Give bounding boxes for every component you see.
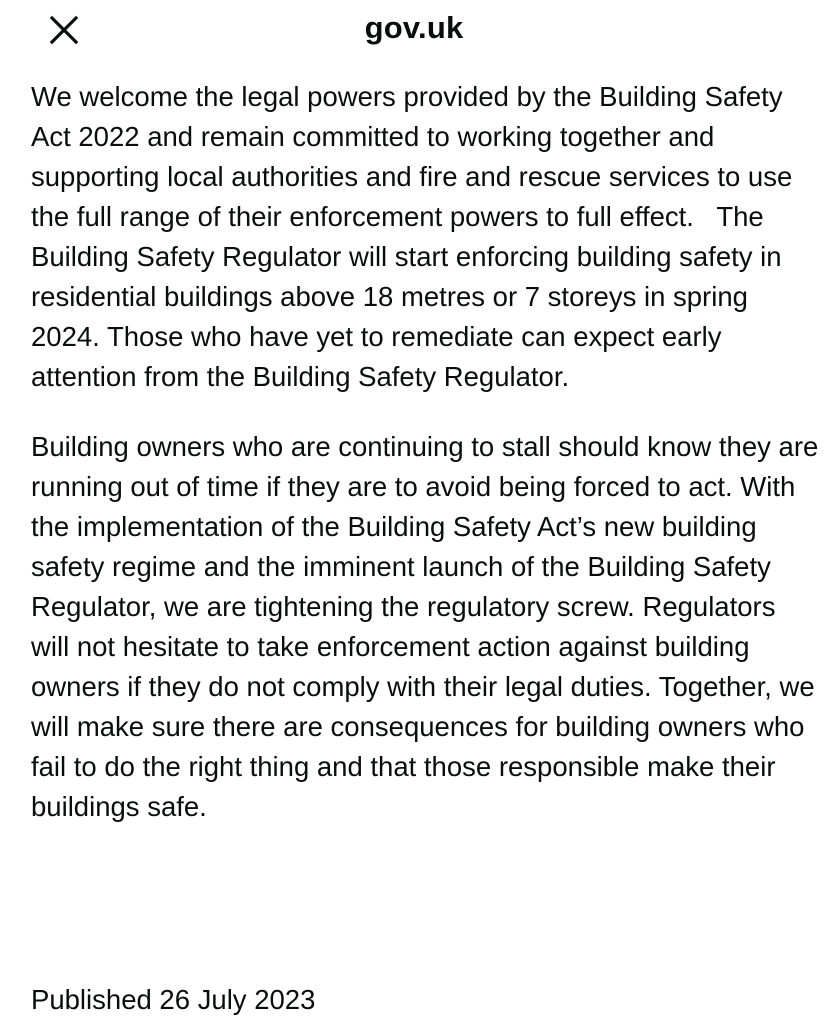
published-date: Published 26 July 2023 [31,984,316,1015]
article-paragraph: We welcome the legal powers provided by the Building Safety Act 2022 and remain committed to working together and supporting local authorities and fire and rescue services to use the full range of their enforcement powers to full effect. The Building Safety Regulator will start enforcing building safety in residential buildings above 18 metres or 7 storeys in spring 2024. Those who have yet to remediate can expect early attention from the Building Safety Regulator. [31,81,800,392]
article-body [31,77,826,827]
site-title: gov.uk [364,10,464,45]
article-paragraph: Building owners who are continuing to stall should know they are running out of time if they are to avoid being forced to act. With the implementation of the Building Safety Act’s new building safety regime and the imminent launch of the Building Safety Regulator, we are tightening the regulatory screw. Regulators will not hesitate to take enforcement action against building owners if they do not comply with their legal duties. Together, we will make sure there are consequences for building owners who fail to do the right thing and that those responsible make their buildings safe. [31,431,826,822]
top-bar [0,0,828,60]
